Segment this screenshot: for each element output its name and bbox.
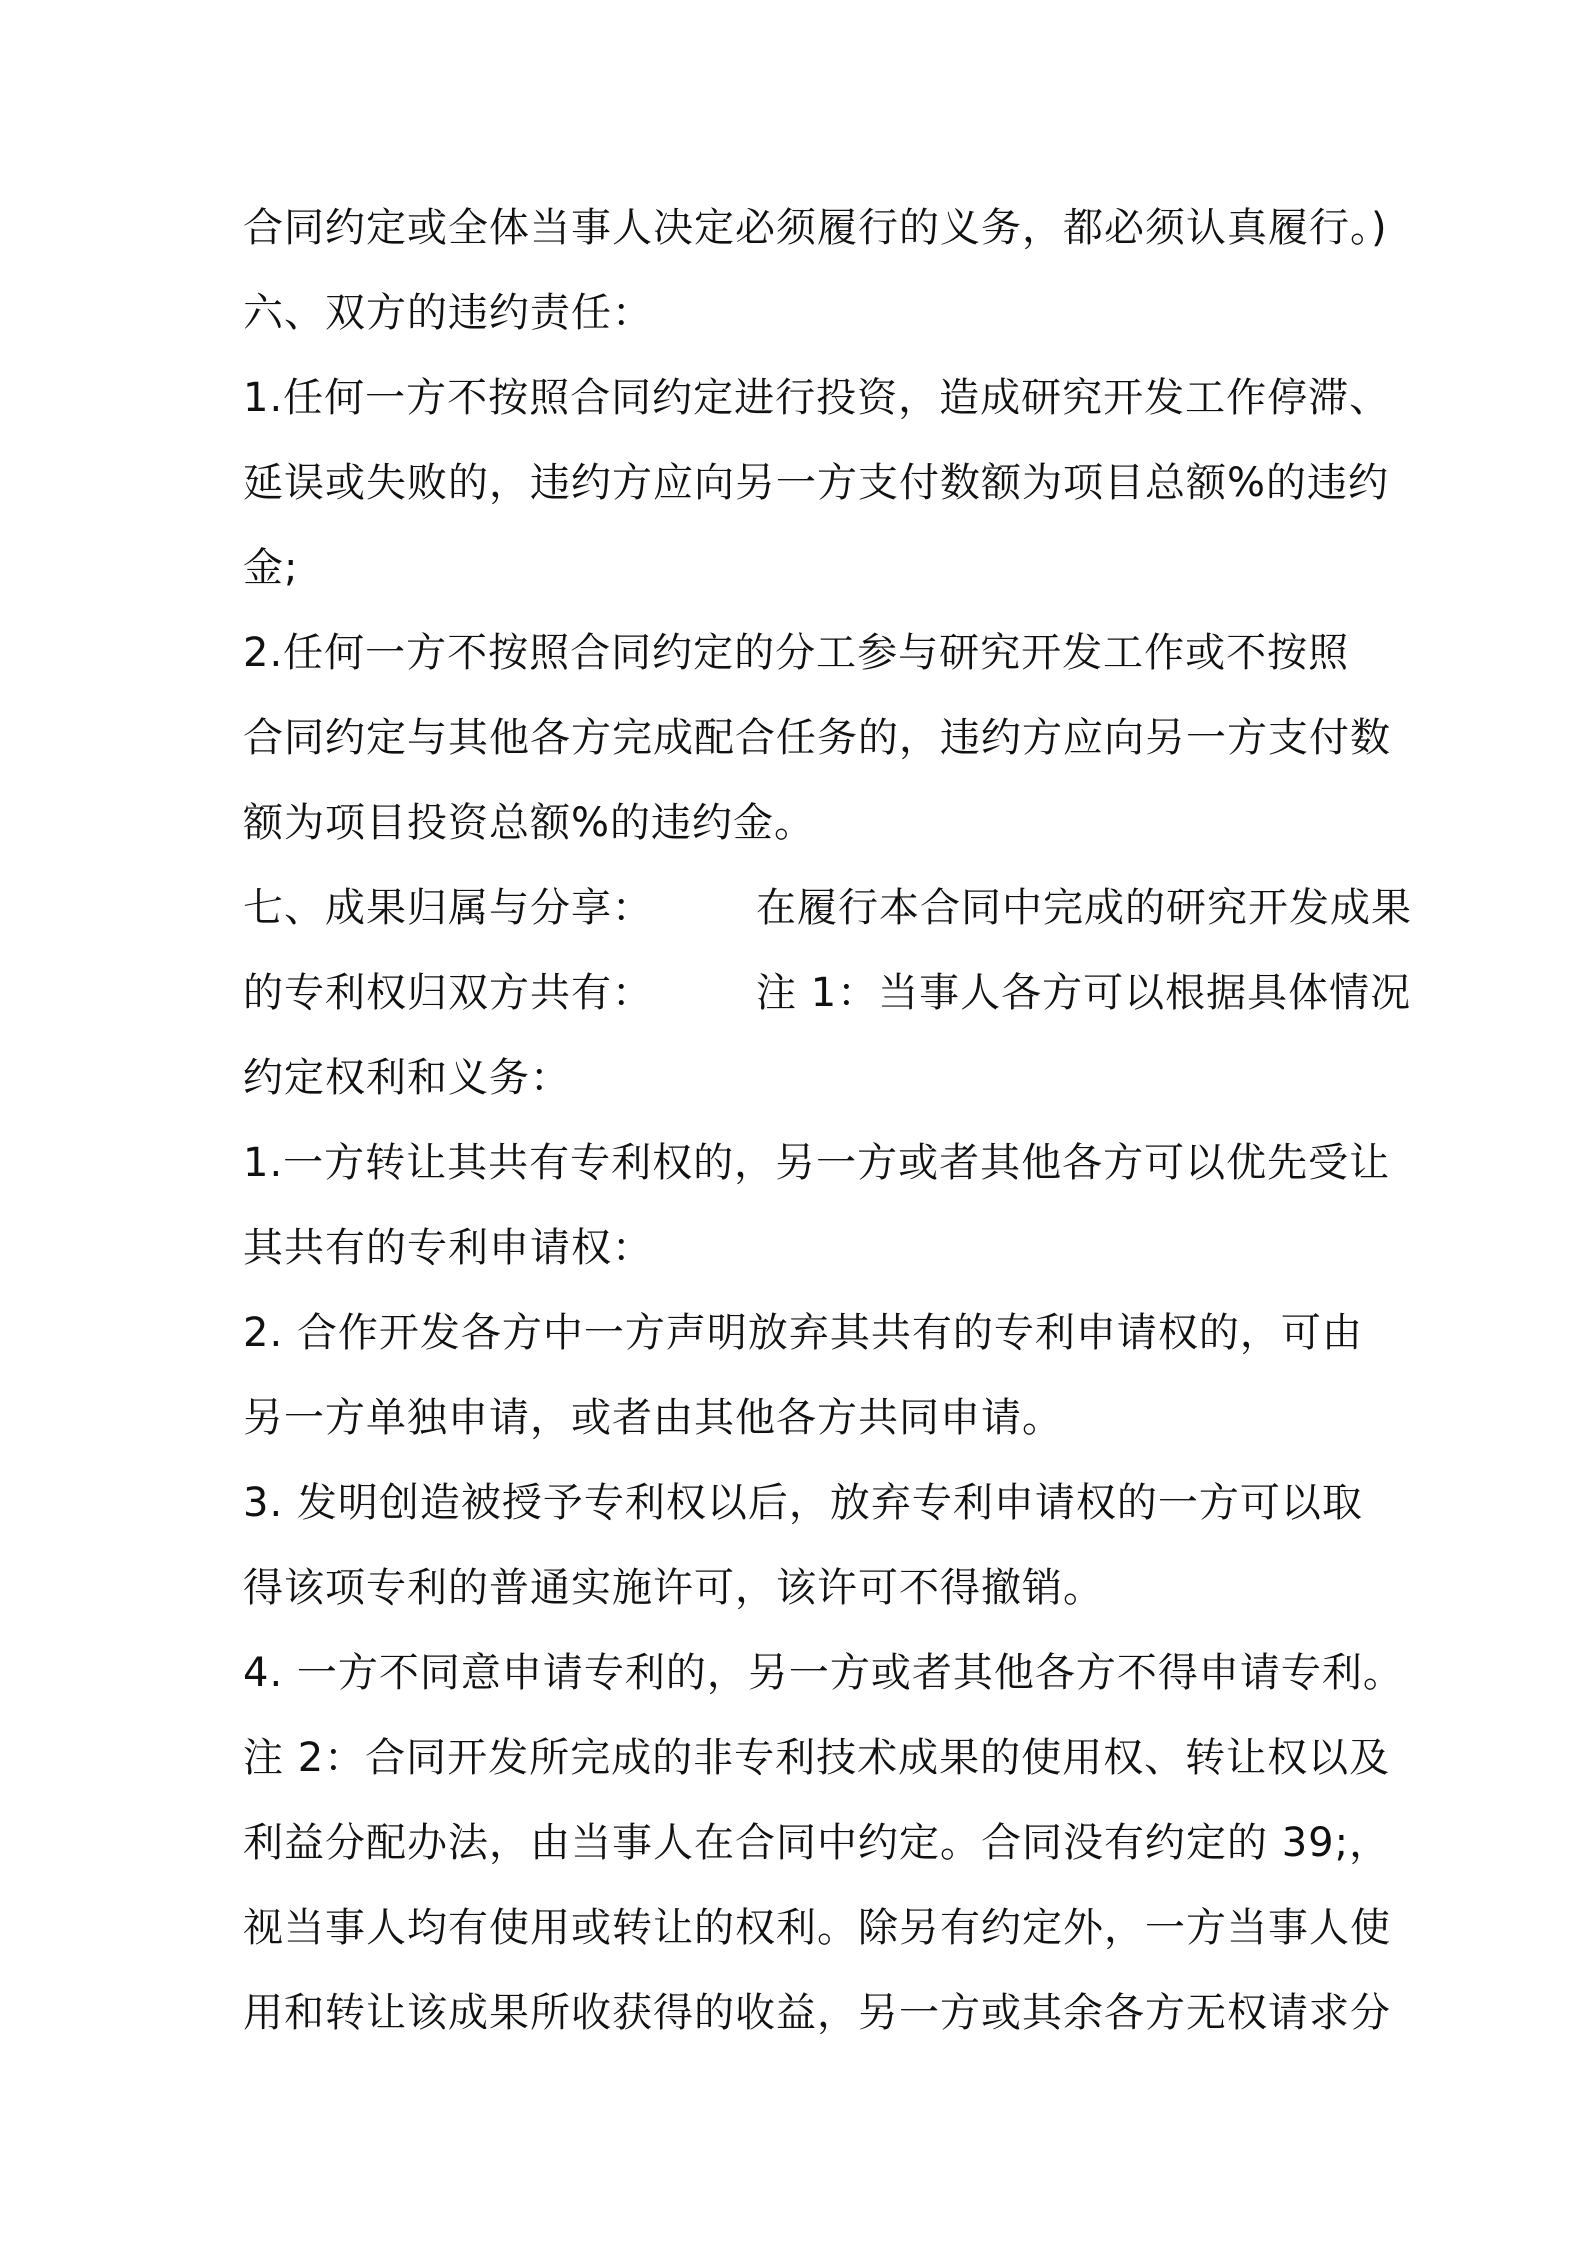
text-line: 2.任何一方不按照合同约定的分工参与研究开发工作或不按照 <box>243 630 1350 676</box>
text-line: 合同约定或全体当事人决定必须履行的义务，都必须认真履行。) <box>243 205 1388 251</box>
section-heading-results: 七、成果归属与分享： 在履行本合同中完成的研究开发成果 <box>243 885 1412 931</box>
text-line: 另一方单独申请，或者由其他各方共同申请。 <box>243 1395 1063 1441</box>
text-line: 的专利权归双方共有： 注 1：当事人各方可以根据具体情况 <box>243 970 1412 1016</box>
text-line: 4. 一方不同意申请专利的，另一方或者其他各方不得申请专利。 <box>243 1650 1404 1696</box>
text-line: 延误或失败的，违约方应向另一方支付数额为项目总额%的违约 <box>243 460 1390 506</box>
section-heading-breach: 六、双方的违约责任： <box>243 290 653 336</box>
text-line: 得该项专利的普通实施许可，该许可不得撤销。 <box>243 1565 1104 1611</box>
text-line: 金; <box>243 545 299 591</box>
text-line: 视当事人均有使用或转让的权利。除另有约定外，一方当事人使 <box>243 1905 1391 1951</box>
text-line: 其共有的专利申请权： <box>243 1225 653 1271</box>
text-line: 约定权利和义务： <box>243 1055 571 1101</box>
text-line: 合同约定与其他各方完成配合任务的，违约方应向另一方支付数 <box>243 715 1391 761</box>
text-line: 注 2：合同开发所完成的非专利技术成果的使用权、转让权以及 <box>243 1735 1391 1781</box>
text-line: 3. 发明创造被授予专利权以后，放弃专利申请权的一方可以取 <box>243 1480 1363 1526</box>
text-line: 2. 合作开发各方中一方声明放弃其共有的专利申请权的，可由 <box>243 1310 1363 1356</box>
text-line: 额为项目投资总额%的违约金。 <box>243 800 816 846</box>
text-line: 用和转让该成果所收获得的收益，另一方或其余各方无权请求分 <box>243 1990 1391 2036</box>
text-line: 1.任何一方不按照合同约定进行投资，造成研究开发工作停滞、 <box>243 375 1391 421</box>
text-line: 1.一方转让其共有专利权的，另一方或者其他各方可以优先受让 <box>243 1140 1391 1186</box>
text-line: 利益分配办法，由当事人在合同中约定。合同没有约定的 39;， <box>243 1820 1391 1866</box>
